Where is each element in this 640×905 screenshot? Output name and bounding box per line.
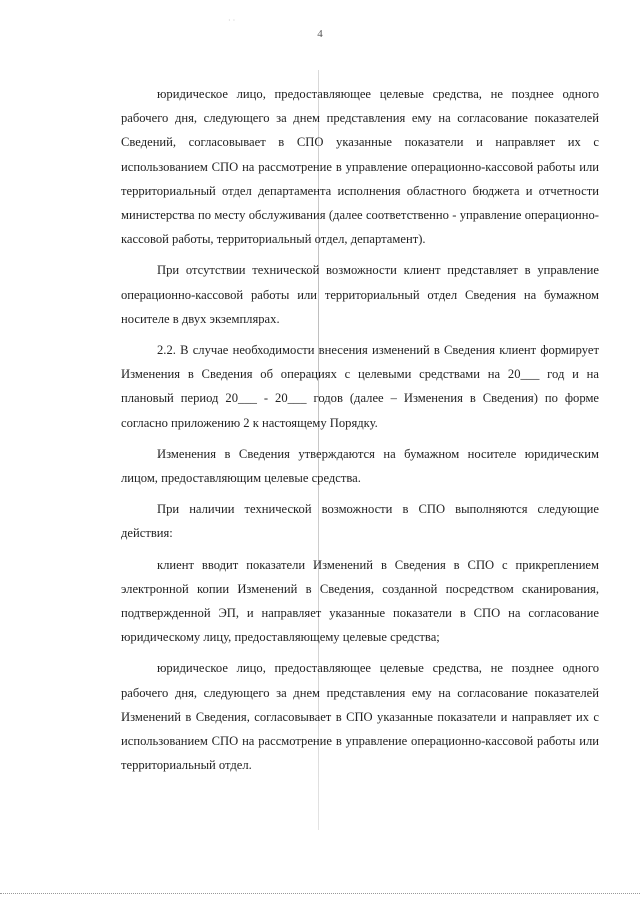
document-body xyxy=(121,82,599,777)
paragraph-no-technical-possibility: При отсутствии технической возможности клиент представляет в управление операционно-кассовой работы или территориальный отдел Сведения на бумажном носителе в двух экземплярах. xyxy=(121,263,599,326)
scan-bottom-edge xyxy=(0,893,640,894)
paragraph-2-2-changes: 2.2. В случае необходимости внесения изменений в Сведения клиент формирует Изменения в Сведения об операциях с целевыми средствами на 20___ год и на плановый период 20___ - 20___ годов (далее – Изменения в Сведения) по форме согласно приложению 2 к настоящему Порядку. xyxy=(121,343,599,430)
paragraph-legal-entity-approval: юридическое лицо, предоставляющее целевые средства, не позднее одного рабочего дня, следующего за днем представления ему на согласование показателей Сведений, согласовывает в СПО указанные показатели и направляет их с использованием СПО на рассмотрение в управление операционно-кассовой работы или территориальный отдел департамента исполнения областного бюджета и отчетности министерства по месту обслуживания (далее соответственно - управление операционно-кассовой работы, территориальный отдел, департамент). xyxy=(121,87,599,247)
scan-artifact: · · xyxy=(228,16,236,25)
page-number: 4 xyxy=(317,28,323,40)
paragraph-changes-approved: Изменения в Сведения утверждаются на бумажном носителе юридическим лицом, предоставляющим целевые средства. xyxy=(121,446,599,486)
paragraph-legal-entity-agrees: юридическое лицо, предоставляющее целевые средства, не позднее одного рабочего дня, следующего за днем представления ему на согласование показателей Изменений в Сведения, согласовывает в СПО указанные показатели и направляет их с использованием СПО на рассмотрение в управление операционно-кассовой работы или территориальный отдел. xyxy=(121,661,599,773)
paragraph-spo-actions: При наличии технической возможности в СПО выполняются следующие действия: xyxy=(121,502,599,541)
paragraph-client-enters: клиент вводит показатели Изменений в Сведения в СПО с прикреплением электронной копии Изменений в Сведения, созданной посредством сканирования, подтвержденной ЭП, и направляет указанные показатели в СПО на согласование юридическому лицу, предоставляющему целевые средства; xyxy=(121,557,599,645)
